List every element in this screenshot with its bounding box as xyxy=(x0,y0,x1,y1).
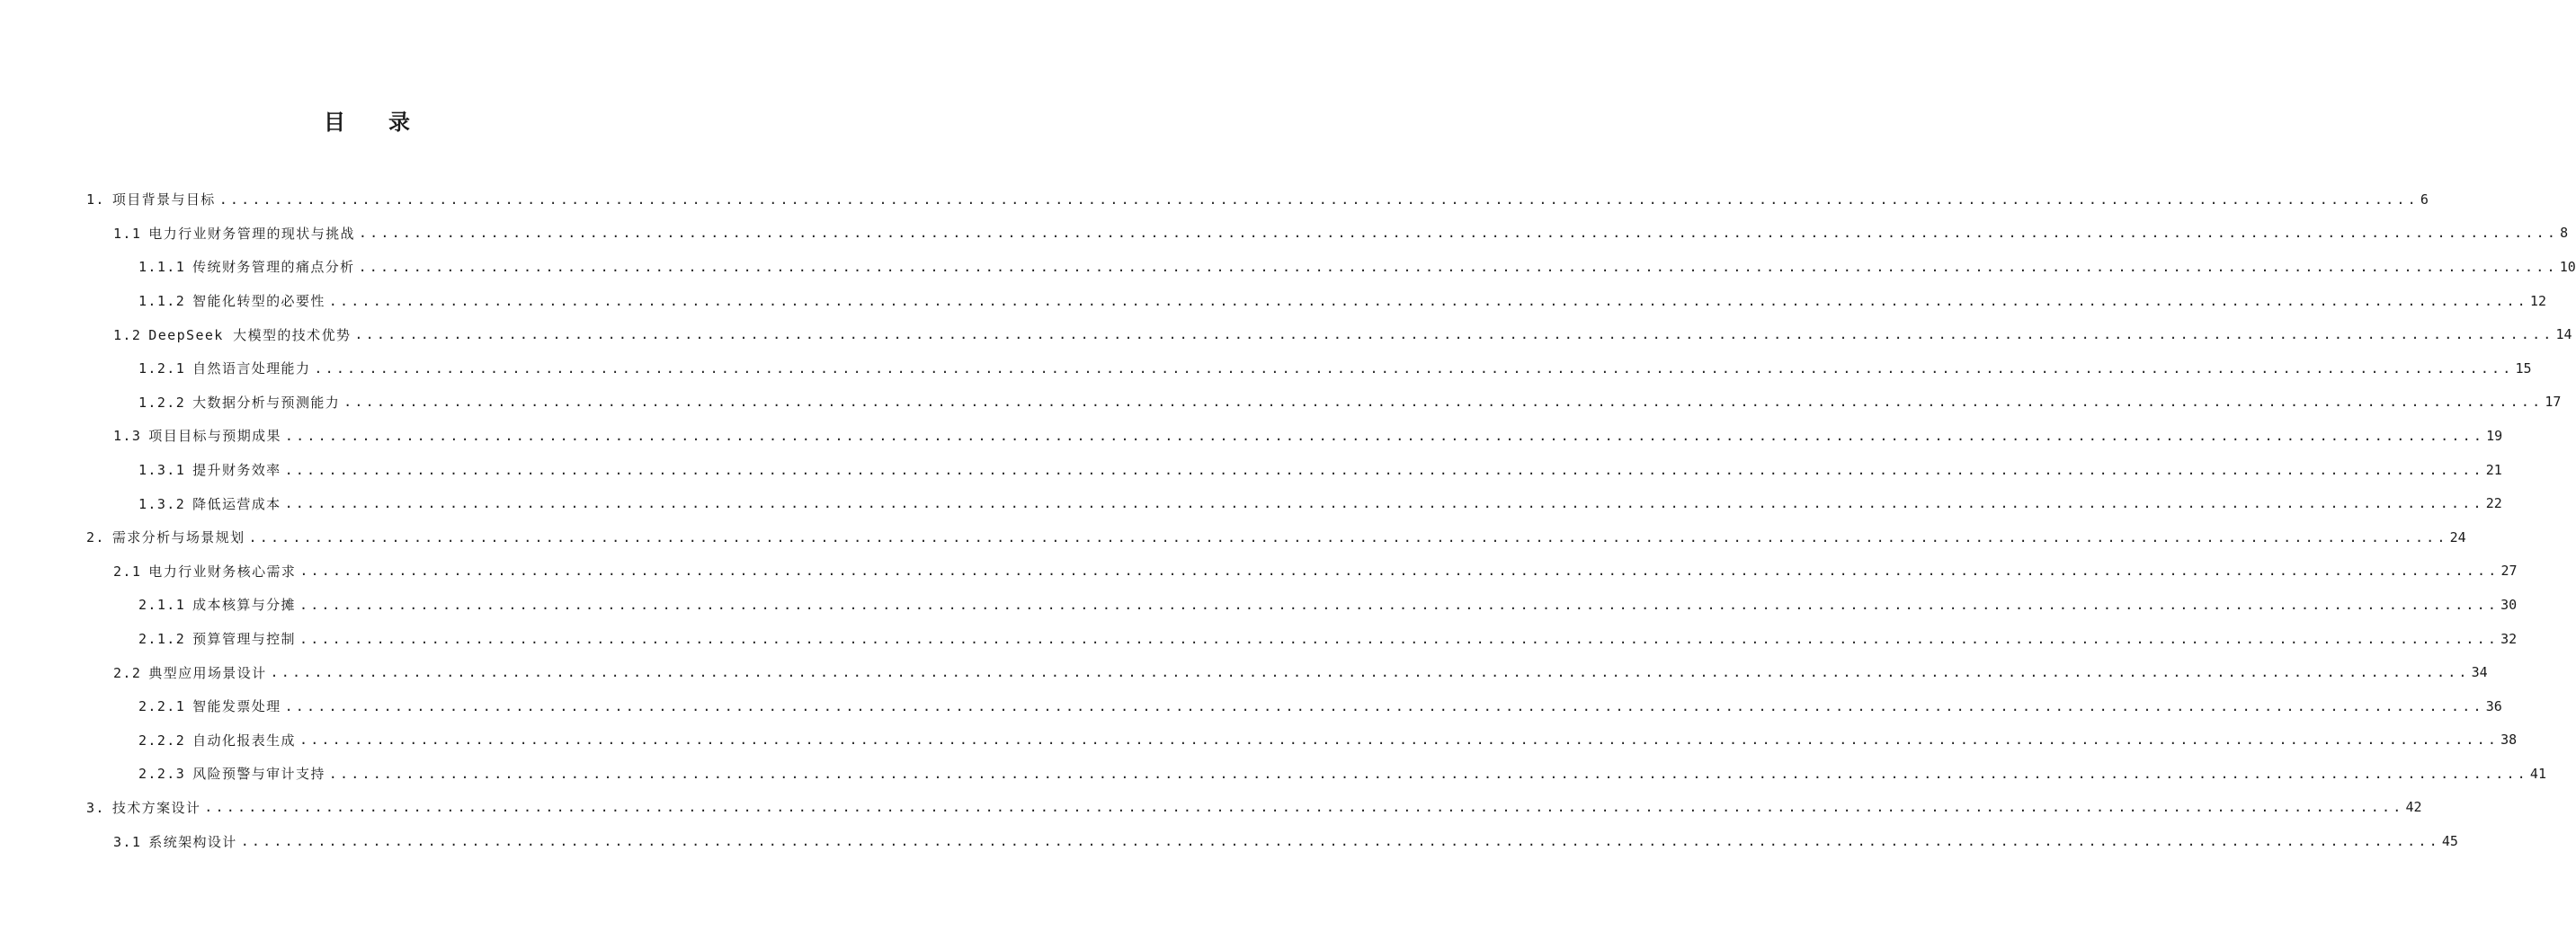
toc-page-number: 12 xyxy=(2529,292,2546,309)
toc-entry-text xyxy=(113,832,239,851)
toc-entry-number: 2.2.1 xyxy=(138,698,186,715)
toc-entry[interactable] xyxy=(0,317,2572,351)
toc-page-number: 17 xyxy=(2545,394,2562,411)
toc-entry-text xyxy=(138,291,327,310)
toc-entry[interactable] xyxy=(0,453,2502,487)
toc-page-number: 10 xyxy=(2559,258,2576,275)
toc-entry-label: 成本核算与分摊 xyxy=(192,597,296,614)
toc-entry-number: 1.2.1 xyxy=(138,360,186,377)
page-title xyxy=(0,106,734,138)
toc-entry-number: 1.3.2 xyxy=(138,495,186,512)
toc-entry-number: 2.1.1 xyxy=(138,597,186,614)
toc-entry-number: 2.2.3 xyxy=(138,766,186,783)
toc-entry-text xyxy=(138,696,283,715)
toc-entry-text xyxy=(86,190,218,208)
toc-dot-leader: ........................................................................................................................................................................................................ xyxy=(314,359,2514,377)
toc-page-number: 6 xyxy=(2420,191,2429,208)
toc-entry-number: 1.3.1 xyxy=(138,462,186,479)
toc-entry[interactable] xyxy=(0,217,2569,251)
toc-entry[interactable] xyxy=(0,689,2502,723)
toc-entry-label: 项目背景与目标 xyxy=(111,191,216,208)
toc-entry[interactable] xyxy=(0,520,2466,554)
toc-dot-leader: ........................................................................................................................................................................................................ xyxy=(299,630,2500,647)
toc-entry[interactable] xyxy=(0,351,2532,386)
toc-entry-text xyxy=(138,731,298,749)
toc-entry[interactable] xyxy=(0,622,2518,656)
toc-entry[interactable] xyxy=(0,386,2562,420)
toc-page-number: 36 xyxy=(2485,697,2502,714)
toc-dot-leader: ........................................................................................................................................................................................................ xyxy=(299,596,2500,613)
toc-entry-text xyxy=(138,494,283,513)
toc-page-number: 38 xyxy=(2500,732,2518,749)
toc-entry[interactable] xyxy=(0,284,2546,318)
toc-page-number: 32 xyxy=(2500,630,2518,647)
toc-page-number: 19 xyxy=(2486,427,2503,444)
toc-dot-leader: ........................................................................................................................................................................................................ xyxy=(284,427,2485,444)
toc-dot-leader: ........................................................................................................................................................................................................ xyxy=(284,697,2484,714)
toc-dot-leader: ........................................................................................................................................................................................................ xyxy=(218,191,2419,208)
table-of-contents xyxy=(0,182,2576,858)
toc-dot-leader: ........................................................................................................................................................................................................ xyxy=(284,461,2484,478)
toc-entry[interactable] xyxy=(0,182,2429,217)
toc-page-number: 41 xyxy=(2529,765,2546,782)
toc-entry-label: 提升财务效率 xyxy=(192,462,281,479)
toc-entry-label: 预算管理与控制 xyxy=(192,631,296,648)
toc-entry-text xyxy=(138,359,312,377)
toc-entry-text xyxy=(138,629,298,648)
toc-page-number: 24 xyxy=(2449,528,2466,545)
toc-entry-text xyxy=(113,562,298,581)
toc-page-number: 30 xyxy=(2500,596,2518,613)
toc-page-number: 15 xyxy=(2515,359,2532,377)
toc-dot-leader: ........................................................................................................................................................................................................ xyxy=(299,732,2500,749)
toc-page-number: 22 xyxy=(2485,495,2502,512)
toc-entry-number: 1.3 xyxy=(113,428,142,445)
toc-entry-label: 自动化报表生成 xyxy=(192,732,296,749)
toc-entry-text xyxy=(113,224,357,243)
toc-entry[interactable] xyxy=(0,723,2518,758)
toc-entry-number: 3.1 xyxy=(113,833,142,850)
toc-entry-label: 电力行业财务管理的现状与挑战 xyxy=(148,225,355,242)
toc-entry-text xyxy=(113,325,352,344)
toc-entry[interactable] xyxy=(0,824,2458,858)
toc-entry-text xyxy=(138,460,283,479)
toc-entry-label: 自然语言处理能力 xyxy=(192,360,311,377)
toc-entry[interactable] xyxy=(0,554,2518,589)
toc-entry-text xyxy=(138,257,357,276)
toc-dot-leader: ........................................................................................................................................................................................................ xyxy=(284,495,2484,512)
toc-entry[interactable] xyxy=(0,588,2518,622)
toc-entry[interactable] xyxy=(0,250,2576,284)
toc-entry-label: 典型应用场景设计 xyxy=(148,664,267,681)
toc-page-number: 34 xyxy=(2471,664,2488,681)
toc-entry[interactable] xyxy=(0,486,2502,520)
toc-page-number: 8 xyxy=(2560,225,2569,242)
toc-dot-leader: ........................................................................................................................................................................................................ xyxy=(354,326,2554,343)
toc-entry-label: 技术方案设计 xyxy=(111,799,201,816)
toc-entry-label: 大数据分析与预测能力 xyxy=(192,394,341,411)
toc-entry-text xyxy=(138,764,327,783)
toc-entry[interactable] xyxy=(0,791,2422,825)
toc-entry-label: 项目目标与预期成果 xyxy=(148,428,281,445)
toc-entry-number: 1.1.1 xyxy=(138,259,186,276)
toc-entry-label: 风险预警与审计支持 xyxy=(192,766,325,783)
toc-entry-number: 1. xyxy=(86,191,105,208)
toc-dot-leader: ........................................................................................................................................................................................................ xyxy=(328,765,2528,782)
toc-entry-label: 传统财务管理的痛点分析 xyxy=(192,259,355,276)
toc-entry-text xyxy=(113,426,283,445)
toc-dot-leader: ........................................................................................................................................................................................................ xyxy=(358,258,2558,275)
toc-entry[interactable] xyxy=(0,655,2488,689)
toc-dot-leader: ........................................................................................................................................................................................................ xyxy=(299,563,2500,580)
toc-page-number: 21 xyxy=(2485,461,2502,478)
toc-entry-number: 1.2 xyxy=(113,326,142,343)
toc-entry-label: 智能发票处理 xyxy=(192,698,281,715)
toc-entry-number: 2.1 xyxy=(113,563,142,580)
toc-dot-leader: ........................................................................................................................................................................................................ xyxy=(358,225,2559,242)
toc-page-number: 14 xyxy=(2555,326,2572,343)
toc-entry-number: 1.2.2 xyxy=(138,394,186,411)
title-char-left: 目 xyxy=(324,110,345,135)
toc-dot-leader: ........................................................................................................................................................................................................ xyxy=(248,528,2448,545)
toc-dot-leader: ........................................................................................................................................................................................................ xyxy=(204,799,2404,816)
toc-entry-text xyxy=(86,528,246,546)
toc-entry-number: 2.2 xyxy=(113,664,142,681)
toc-dot-leader: ........................................................................................................................................................................................................ xyxy=(328,292,2528,309)
toc-entry-number: 2. xyxy=(86,529,105,546)
toc-entry-text xyxy=(138,595,298,614)
toc-entry-label: 需求分析与场景规划 xyxy=(111,529,245,546)
toc-dot-leader: ........................................................................................................................................................................................................ xyxy=(240,833,2440,850)
toc-entry-label: 电力行业财务核心需求 xyxy=(148,563,297,580)
toc-entry[interactable] xyxy=(0,757,2546,791)
toc-dot-leader: ........................................................................................................................................................................................................ xyxy=(270,664,2470,681)
toc-dot-leader: ........................................................................................................................................................................................................ xyxy=(343,394,2544,411)
toc-page-number: 42 xyxy=(2405,799,2422,816)
toc-entry[interactable] xyxy=(0,419,2503,453)
toc-entry-label: DeepSeek 大模型的技术优势 xyxy=(148,326,352,343)
toc-entry-label: 智能化转型的必要性 xyxy=(192,293,325,310)
toc-page-number: 45 xyxy=(2441,833,2458,850)
toc-entry-text xyxy=(86,798,202,817)
toc-page-number: 27 xyxy=(2500,563,2518,580)
toc-entry-text xyxy=(138,393,342,412)
title-char-right: 录 xyxy=(388,110,410,135)
toc-entry-number: 2.2.2 xyxy=(138,732,186,749)
toc-entry-label: 降低运营成本 xyxy=(192,495,281,512)
toc-entry-label: 系统架构设计 xyxy=(148,833,237,850)
toc-entry-number: 2.1.2 xyxy=(138,631,186,648)
toc-entry-number: 3. xyxy=(86,799,105,816)
toc-entry-number: 1.1.2 xyxy=(138,293,186,310)
toc-entry-text xyxy=(113,663,269,682)
toc-entry-number: 1.1 xyxy=(113,225,142,242)
